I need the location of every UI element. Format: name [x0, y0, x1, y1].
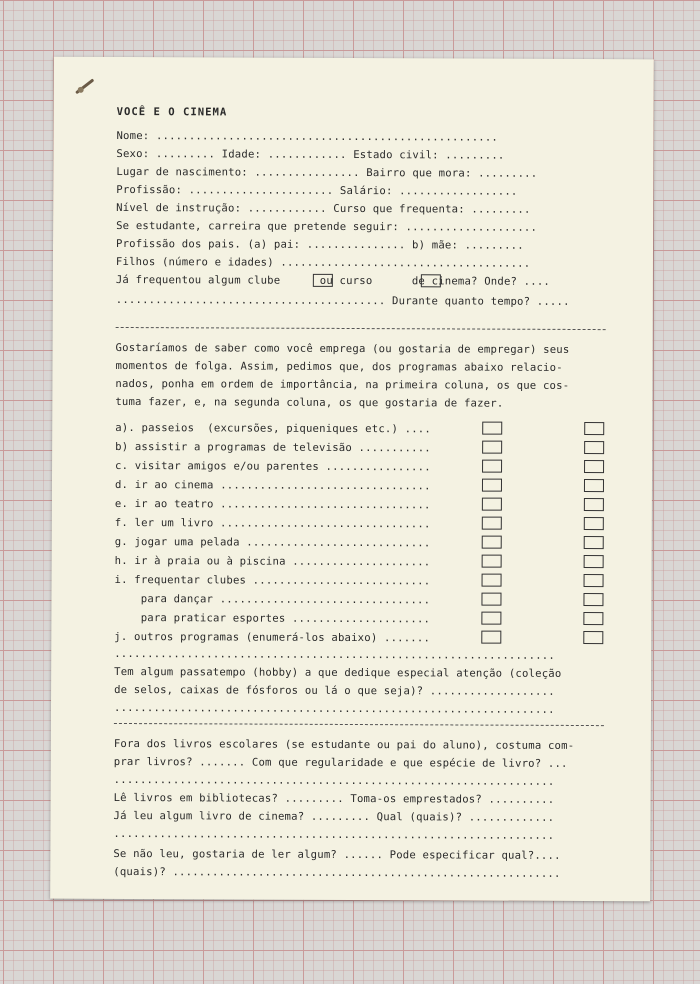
- rank-box-col2[interactable]: [584, 555, 604, 568]
- rank-box-col2[interactable]: [584, 517, 604, 530]
- item-line: e. ir ao teatro ................................: [114, 497, 431, 512]
- field-tempo: ......................................... Durante quanto tempo? .....: [115, 293, 570, 308]
- staple-hole: [78, 87, 84, 93]
- rank-box-col1[interactable]: [482, 441, 502, 454]
- item-line: b) assistir a programas de televisão ...........: [115, 440, 431, 455]
- form-title: VOCÊ E O CINEMA: [116, 105, 228, 119]
- rank-box-col2[interactable]: [584, 422, 604, 435]
- rank-box-col2[interactable]: [584, 479, 604, 492]
- rank-box-col2[interactable]: [584, 441, 604, 454]
- field-pais: Profissão dos pais. (a) pai: ............... b) mãe: .........: [115, 237, 524, 252]
- rank-box-col2[interactable]: [584, 574, 604, 587]
- books-question: prar livros? ....... Com que regularidade e que espécie de livro? ...: [113, 755, 568, 770]
- books-question: (quais)? ...........................................................: [113, 865, 561, 880]
- rank-box-col1[interactable]: [482, 422, 502, 435]
- rank-box-col1[interactable]: [481, 631, 501, 644]
- item-line: g. jogar uma pelada ............................: [114, 535, 431, 550]
- rank-box-col1[interactable]: [482, 574, 502, 587]
- item-line: para dançar ................................: [114, 592, 431, 607]
- dotted-line: ...................................................................: [113, 773, 555, 788]
- rank-box-col2[interactable]: [584, 498, 604, 511]
- books-question: Lê livros em bibliotecas? ......... Toma-os emprestados? ..........: [113, 791, 555, 806]
- books-question: Fora dos livros escolares (se estudante ou pai do aluno), costuma com-: [113, 737, 575, 752]
- intro-line: nados, ponha em ordem de importância, na primeira coluna, os que cos-: [115, 377, 570, 392]
- rank-box-col2[interactable]: [583, 593, 603, 606]
- section-divider: [116, 327, 606, 330]
- dotted-line: ...................................................................: [114, 647, 555, 662]
- dotted-line: ...................................................................: [113, 827, 555, 842]
- field-profissao: Profissão: ...................... Salário: ..................: [116, 183, 518, 198]
- books-question: Se não leu, gostaria de ler algum? ...... Pode especificar qual?....: [113, 847, 561, 862]
- rank-box-col2[interactable]: [583, 612, 603, 625]
- checkbox-curso[interactable]: [421, 274, 441, 287]
- dotted-line: ...................................................................: [113, 701, 555, 716]
- rank-box-col1[interactable]: [482, 517, 502, 530]
- field-instrucao: Nível de instrução: ............ Curso que frequenta: .........: [116, 201, 531, 216]
- field-filhos: Filhos (número e idades) ......................................: [115, 255, 531, 270]
- item-line: f. ler um livro ................................: [114, 516, 431, 531]
- rank-box-col1[interactable]: [482, 536, 502, 549]
- item-line: a). passeios (excursões, piqueniques etc.) ....: [115, 421, 431, 436]
- item-line: h. ir à praia ou à piscina .....................: [114, 554, 431, 569]
- field-nascimento: Lugar de nascimento: ................ Bairro que mora: .........: [116, 165, 538, 180]
- rank-box-col1[interactable]: [482, 555, 502, 568]
- rank-box-col1[interactable]: [481, 593, 501, 606]
- rank-box-col2[interactable]: [584, 536, 604, 549]
- questionnaire-sheet: [50, 57, 654, 902]
- item-line: i. frequentar clubes ...........................: [114, 573, 431, 588]
- intro-line: momentos de folga. Assim, pedimos que, dos programas abaixo relacio-: [115, 359, 563, 374]
- rank-box-col2[interactable]: [584, 460, 604, 473]
- field-sexo-idade: Sexo: ......... Idade: ............ Estado civil: .........: [116, 147, 505, 162]
- books-question: Já leu algum livro de cinema? ......... Qual (quais)? .............: [113, 809, 555, 824]
- rank-box-col1[interactable]: [482, 479, 502, 492]
- field-carreira: Se estudante, carreira que pretende seguir: ....................: [116, 219, 538, 234]
- intro-line: tuma fazer, e, na segunda coluna, os que gostaria de fazer.: [115, 395, 504, 410]
- item-line: d. ir ao cinema ................................: [114, 478, 431, 493]
- rank-box-col2[interactable]: [583, 631, 603, 644]
- section-divider: [114, 723, 604, 726]
- field-nome: Nome: ....................................................: [116, 129, 499, 144]
- field-clube: Já frequentou algum clube ou curso de cinema? Onde? ....: [115, 273, 551, 288]
- hobby-question: de selos, caixas de fósforos ou lá o que seja)? ...................: [114, 683, 555, 698]
- item-line: c. visitar amigos e/ou parentes ................: [115, 459, 431, 474]
- intro-line: Gostaríamos de saber como você emprega (ou gostaria de empregar) seus: [115, 341, 570, 356]
- checkbox-clube[interactable]: [313, 274, 333, 287]
- item-line: j. outros programas (enumerá-los abaixo) .......: [114, 630, 431, 645]
- hobby-question: Tem algum passatempo (hobby) a que dedique especial atenção (coleção: [114, 665, 562, 680]
- item-line: para praticar esportes .....................: [114, 611, 431, 626]
- rank-box-col1[interactable]: [481, 612, 501, 625]
- rank-box-col1[interactable]: [482, 460, 502, 473]
- rank-box-col1[interactable]: [482, 498, 502, 511]
